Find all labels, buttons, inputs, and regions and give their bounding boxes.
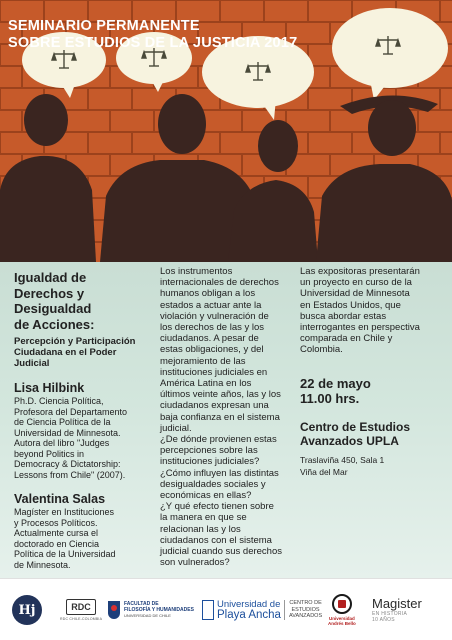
speaker-2 (14, 492, 152, 570)
unab-line: Andrés Bello (328, 621, 356, 626)
description-line: desigualdades sociales y (160, 478, 266, 490)
upla-logo (202, 579, 281, 640)
event-time: 11.00 hrs. (300, 390, 360, 406)
event-intro-line: en Estados Unidos, que (300, 299, 401, 311)
speaker-bio-line: de Minnesota. (14, 559, 71, 570)
magister-title: Magister (372, 596, 422, 611)
talk-subtitle-line: Judicial (14, 358, 50, 369)
cea-line: CENTRO DE (289, 600, 322, 607)
filosofia-humanidades-logo (108, 579, 194, 640)
filosofia-line: FACULTAD DE (124, 601, 159, 607)
description-line: Los instrumentos (160, 266, 233, 277)
event-intro-line: Universidad de Minnesota (300, 288, 410, 300)
description-line: ¿Cómo influyen las distintas (160, 467, 279, 479)
unab-line: Universidad (329, 615, 355, 621)
uchile-shield-icon (108, 601, 120, 619)
description-line: instituciones judiciales? (160, 456, 260, 468)
speaker-bio-line: Universidad de Minnesota. (14, 427, 121, 438)
description-line: económicas en ellas? (160, 490, 252, 502)
rdc-logo-mark: RDC (66, 599, 96, 615)
poster-title-line2: SOBRE ESTUDIOS DE LA JUSTICIA 2017 (8, 35, 298, 51)
column-description (160, 266, 296, 568)
description-line: ciudadanos. A pesar de (160, 333, 259, 345)
unab-logo (328, 579, 356, 640)
venue-line: Avanzados UPLA (300, 433, 399, 448)
rdc-logo (60, 579, 102, 640)
description-line: humanos obligan a los (160, 288, 256, 300)
talk-subtitle (14, 336, 152, 369)
hj-logo (12, 579, 42, 640)
description-line: ciudadanos expresan una (160, 400, 269, 412)
address-line: Viña del Mar (300, 466, 348, 477)
event-intro-line: comparada en Chile y (300, 333, 393, 345)
description-line: últimos veinte años, las y los (160, 389, 281, 401)
description-text (160, 266, 296, 568)
speaker-bio-line: doctorado en Ciencia (14, 538, 100, 549)
description-line: ¿De dónde provienen estas (160, 434, 277, 446)
hero-image (0, 0, 452, 262)
cea-line: ESTUDIOS (291, 606, 320, 613)
description-line: América Latina en los (160, 378, 252, 390)
poster-title-line1: SEMINARIO PERMANENTE (8, 18, 200, 34)
hj-logo-mark: Hj (12, 595, 42, 625)
talk-title-line: de Acciones: (14, 316, 95, 332)
description-line: violación y vulneración de (160, 310, 269, 322)
unab-logo-text (328, 616, 356, 627)
rdc-logo-caption: RDC CHILE-COLOMBIA (60, 617, 103, 621)
speaker-bio-line: Lessons from Chile" (2007). (14, 469, 126, 480)
speaker-bio-line: y Procesos Políticos. (14, 517, 98, 528)
talk-title-line: Desigualdad (14, 301, 92, 316)
magister-sub-line: EN HISTORIA (372, 611, 408, 617)
description-line: baja confianza en el sistema (160, 411, 280, 423)
speaker-bio-line: Autora del libro "Judges (14, 438, 110, 448)
description-line: estas obligaciones, y del (160, 344, 264, 356)
content-area (0, 262, 452, 578)
speaker-bio-line: Democracy & Dictatorship: (14, 459, 121, 469)
cea-logo-text (284, 600, 322, 620)
upla-line: Universidad de (217, 599, 281, 610)
magister-subtitle (372, 611, 407, 623)
speaker-bio-line: beyond Politics in (14, 448, 85, 459)
speaker-bio-line: Magíster en Instituciones (14, 507, 115, 517)
speaker-1 (14, 381, 152, 480)
event-intro-line: un proyecto en curso de la (300, 277, 412, 289)
upla-logo-mark-icon (202, 600, 214, 620)
description-line: internacionales de derechos (160, 277, 279, 289)
speaker-name: Valentina Salas (14, 492, 106, 506)
magister-historia-logo (372, 579, 422, 640)
description-line: la manera en que se (160, 512, 247, 524)
filosofia-line: FILOSOFÍA Y HUMANIDADES (124, 607, 194, 613)
speaker-bio-line: Actualmente cursa el (14, 528, 99, 538)
description-line: percepciones sobre las (160, 445, 258, 457)
speaker-bio (14, 396, 152, 480)
description-line: los derechos de las y los (160, 322, 265, 334)
unab-crest-icon (332, 594, 352, 614)
description-line: instituciones judiciales en (160, 366, 268, 378)
filosofia-line: UNIVERSIDAD DE CHILE (124, 613, 171, 618)
event-venue (300, 420, 440, 448)
event-intro-line: busca abordar estas (300, 310, 387, 322)
talk-title-line: Igualdad de (14, 270, 87, 285)
talk-title-line: Derechos y (14, 285, 85, 301)
description-line: ¿Y qué efecto tienen sobre (160, 501, 274, 513)
speaker-name: Lisa Hilbink (14, 381, 85, 395)
cea-line: AVANZADOS (289, 613, 323, 620)
event-address (300, 454, 440, 478)
poster-title (8, 18, 297, 52)
upla-logo-text (217, 599, 281, 621)
column-speakers (14, 270, 152, 570)
description-line: relacionan las y los (160, 523, 241, 535)
speaker-bio (14, 507, 152, 570)
talk-subtitle-line: Ciudadana en el Poder (14, 347, 117, 358)
event-intro (300, 266, 440, 356)
event-intro-line: Las expositoras presentarán (300, 266, 420, 277)
address-line: Traslaviña 450, Sala 1 (300, 454, 385, 465)
description-line: mejoramiento de las (160, 355, 246, 367)
magister-sub-line: 10 AÑOS (372, 617, 395, 623)
description-line: estados a actuar ante la (160, 299, 262, 311)
venue-line: Centro de Estudios (300, 419, 411, 434)
speaker-bio-line: Ph.D. Ciencia Política, (14, 396, 104, 406)
event-date: 22 de mayo (300, 375, 371, 391)
speaker-bio-line: de Ciencia Política de la (14, 417, 111, 427)
speaker-bio-line: Política de la Universidad (14, 549, 116, 559)
speaker-bio-line: Profesora del Departamento (14, 406, 128, 417)
column-event-info (300, 266, 440, 478)
sponsor-logo-bar (0, 578, 452, 640)
filosofia-logo-text (124, 601, 194, 619)
description-line: judicial cuando sus derechos (160, 546, 282, 558)
description-line: ciudadanos con el sistema (160, 534, 272, 546)
description-line: son vulnerados? (160, 557, 230, 569)
cea-logo (284, 579, 322, 640)
event-intro-line: interrogantes en perspectiva (300, 322, 420, 334)
event-intro-line: Colombia. (300, 344, 343, 356)
upla-line: Playa Ancha (217, 609, 281, 621)
talk-title (14, 270, 152, 332)
talk-subtitle-line: Percepción y Participación (14, 336, 136, 347)
description-line: judicial. (160, 422, 192, 434)
